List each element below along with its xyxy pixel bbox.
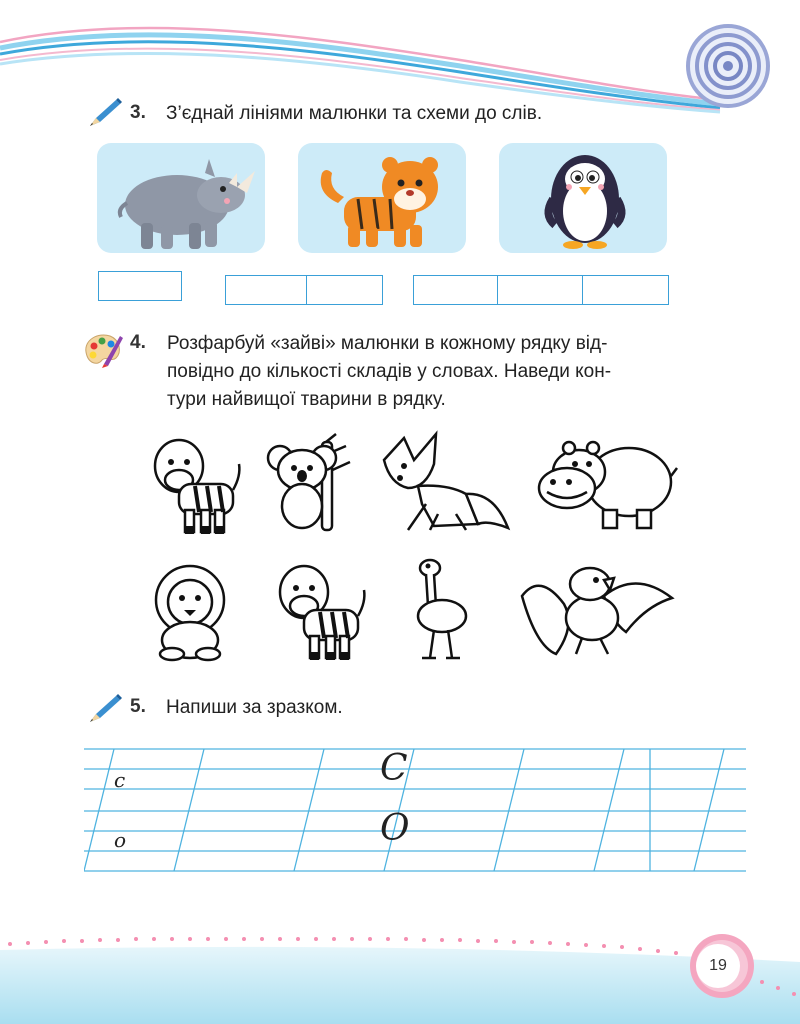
koala-outline-icon[interactable] <box>266 432 356 532</box>
task4-line-3: тури найвищої тварини в рядку. <box>167 389 446 410</box>
scheme-cell <box>583 275 669 305</box>
task4-line-1: Розфарбуй «зайві» малюнки в кожному рядку від- <box>167 333 608 354</box>
scheme-one-syllable[interactable] <box>98 271 182 301</box>
palette-icon <box>80 330 124 370</box>
scheme-cell <box>413 275 498 305</box>
sample-small-c: c <box>114 768 126 792</box>
scheme-cell <box>98 271 182 301</box>
lion-outline-icon[interactable] <box>146 562 236 662</box>
task4-line-2: повідно до кількості складів у словах. Наведи кон- <box>167 361 612 382</box>
scheme-three-syllables[interactable] <box>413 275 669 305</box>
scheme-two-syllables[interactable] <box>225 275 383 305</box>
tiger-icon <box>298 143 466 253</box>
task5-number: 5. <box>130 696 146 717</box>
task3-instruction: З’єднай лініями малюнки та схеми до слів. <box>166 103 543 124</box>
spiral-logo-icon <box>684 22 772 110</box>
zebra-outline-icon[interactable] <box>270 556 370 666</box>
scheme-cell <box>307 275 383 305</box>
task5-instruction: Напиши за зразком. <box>166 697 343 718</box>
zebra-outline-icon[interactable] <box>145 430 245 540</box>
footer-wave <box>0 930 800 1024</box>
penguin-card[interactable] <box>499 143 667 253</box>
rhino-card[interactable] <box>97 143 265 253</box>
pen-icon <box>86 692 124 726</box>
scheme-cell <box>225 275 307 305</box>
fox-outline-icon[interactable] <box>378 430 513 535</box>
task4-number: 4. <box>130 332 146 353</box>
sample-big-c: C <box>380 748 408 789</box>
task4-instruction <box>167 330 727 414</box>
rhino-icon <box>97 143 265 253</box>
hippo-outline-icon[interactable] <box>533 432 678 532</box>
task3-number: 3. <box>130 102 146 123</box>
pen-icon <box>86 96 124 130</box>
ostrich-outline-icon[interactable] <box>408 556 478 666</box>
penguin-icon <box>499 143 667 253</box>
sample-big-o: O <box>380 808 410 849</box>
handwriting-lines[interactable] <box>84 745 746 875</box>
sample-small-o: o <box>114 828 127 852</box>
tiger-card[interactable] <box>298 143 466 253</box>
page-number: 19 <box>696 944 740 988</box>
eagle-outline-icon[interactable] <box>516 556 676 661</box>
scheme-cell <box>498 275 583 305</box>
